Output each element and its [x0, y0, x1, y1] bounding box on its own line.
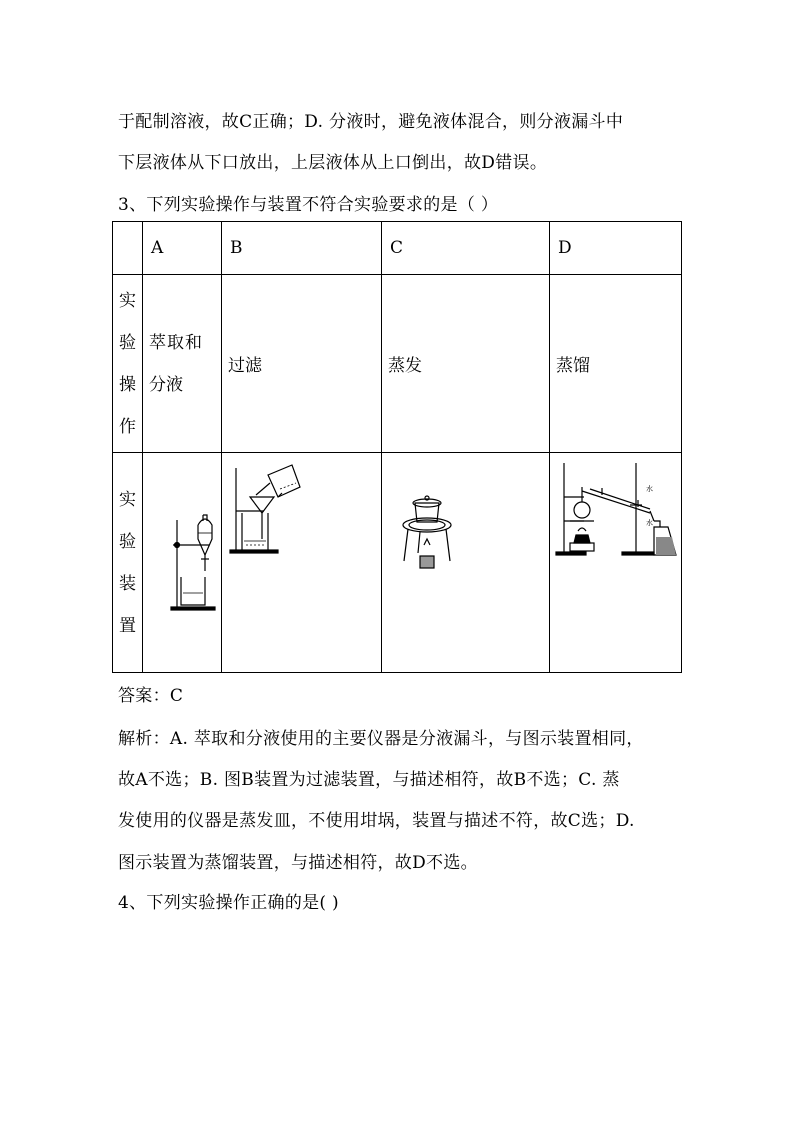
header-blank	[113, 222, 143, 275]
apparatus-b-cell	[222, 453, 382, 673]
header-b: B	[222, 222, 382, 275]
question-4: 4、下列实验操作正确的是( )	[118, 893, 339, 913]
analysis-line-3: 发使用的仪器是蒸发皿，不使用坩埚，装置与描述不符，故C选；D.	[118, 811, 635, 831]
operation-row	[113, 275, 682, 453]
question-table	[112, 221, 682, 673]
separatory-funnel-apparatus-icon	[143, 453, 222, 673]
apparatus-a-cell	[143, 453, 222, 673]
table-header-row	[113, 222, 682, 275]
row-label-operation: 实 验 操 作	[113, 275, 143, 453]
apparatus-d-cell	[550, 453, 682, 673]
question-3: 3、下列实验操作与装置不符合实验要求的是（ ）	[118, 195, 499, 215]
svg-text:水: 水	[646, 485, 653, 493]
operation-b: 过滤	[222, 275, 382, 453]
analysis-line-2: 故A不选；B. 图B装置为过滤装置，与描述相符，故B不选；C. 蒸	[118, 770, 620, 790]
header-d: D	[550, 222, 682, 275]
operation-c: 蒸发	[382, 275, 550, 453]
text-line-2: 下层液体从下口放出，上层液体从上口倒出，故D错误。	[118, 153, 548, 173]
text-line-1: 于配制溶液，故C正确；D. 分液时，避免液体混合，则分液漏斗中	[118, 112, 624, 132]
apparatus-row	[113, 453, 682, 673]
row-label-apparatus: 实 验 装 置	[113, 453, 143, 673]
analysis-line-4: 图示装置为蒸馏装置，与描述相符，故D不选。	[118, 853, 478, 873]
svg-text:水: 水	[646, 519, 653, 527]
answer-line: 答案：C	[118, 686, 184, 706]
header-c: C	[382, 222, 550, 275]
distillation-apparatus-icon	[550, 453, 682, 673]
operation-d: 蒸馏	[550, 275, 682, 453]
filtration-apparatus-icon	[222, 453, 382, 673]
crucible-heating-apparatus-icon	[382, 453, 550, 673]
header-a: A	[143, 222, 222, 275]
operation-a: 萃取和 分液	[143, 275, 222, 453]
analysis-line-1: 解析：A. 萃取和分液使用的主要仪器是分液漏斗，与图示装置相同，	[118, 729, 644, 749]
apparatus-c-cell	[382, 453, 550, 673]
